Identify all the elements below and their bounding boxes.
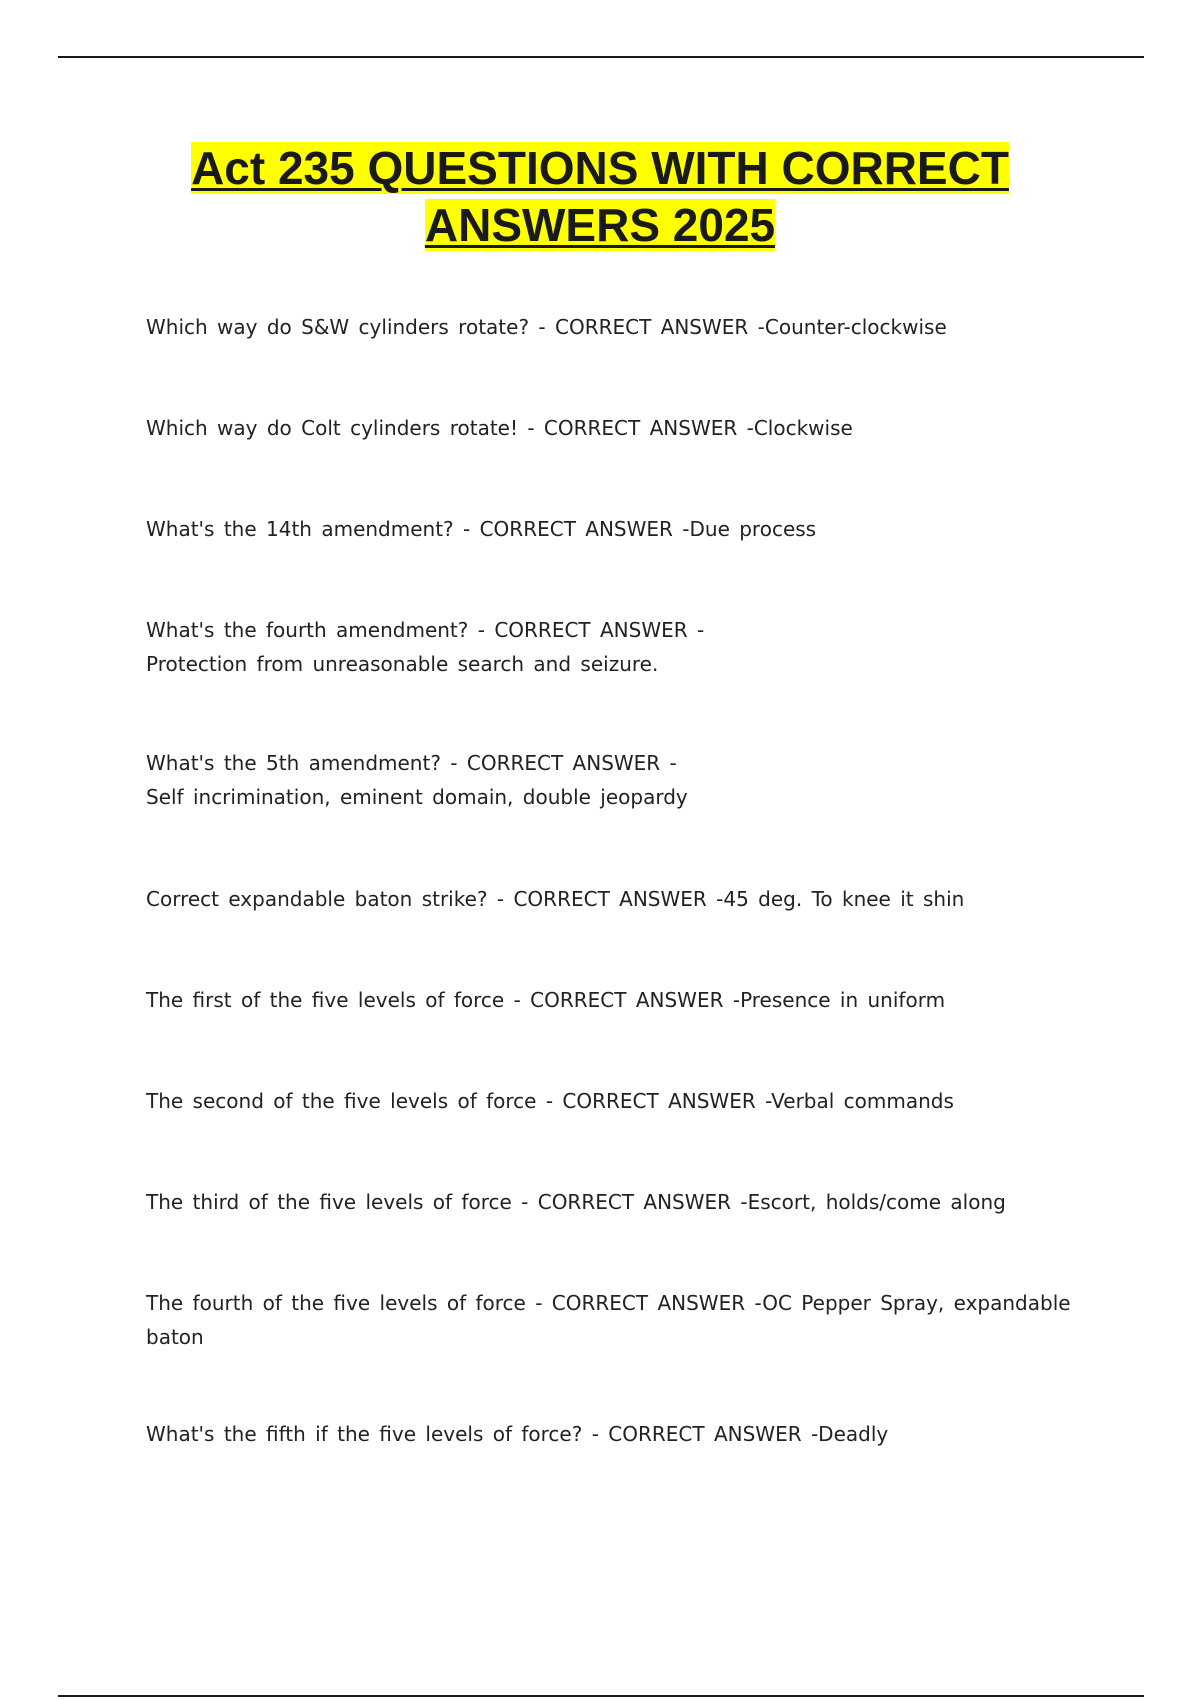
qa-item: The fourth of the five levels of force - CORRECT ANSWER -OC Pepper Spray, expandable baton: [146, 1291, 1071, 1349]
qa-item: What's the 14th amendment? - CORRECT ANSWER -Due process: [146, 517, 817, 541]
title-line-2: ANSWERS 2025: [424, 199, 776, 251]
qa-item: What's the fourth amendment? - CORRECT ANSWER - Protection from unreasonable search and seizure.: [146, 618, 705, 676]
qa-item: What's the fifth if the five levels of force? - CORRECT ANSWER -Deadly: [146, 1422, 889, 1446]
document-title: [0, 140, 1200, 254]
qa-item: What's the 5th amendment? - CORRECT ANSWER - Self incrimination, eminent domain, double jeopardy: [146, 751, 688, 809]
footer-rule: [58, 1695, 1144, 1697]
qa-item: Correct expandable baton strike? - CORRECT ANSWER -45 deg. To knee it shin: [146, 887, 965, 911]
qa-item: Which way do Colt cylinders rotate! - CORRECT ANSWER -Clockwise: [146, 416, 853, 440]
qa-item: Which way do S&W cylinders rotate? - CORRECT ANSWER -Counter-clockwise: [146, 315, 947, 339]
header-rule: [58, 56, 1144, 58]
qa-item: The third of the five levels of force - CORRECT ANSWER -Escort, holds/come along: [146, 1190, 1006, 1214]
qa-item: The second of the five levels of force - CORRECT ANSWER -Verbal commands: [146, 1089, 954, 1113]
title-line-1: Act 235 QUESTIONS WITH CORRECT: [191, 142, 1009, 194]
qa-item: The first of the five levels of force - CORRECT ANSWER -Presence in uniform: [146, 988, 946, 1012]
